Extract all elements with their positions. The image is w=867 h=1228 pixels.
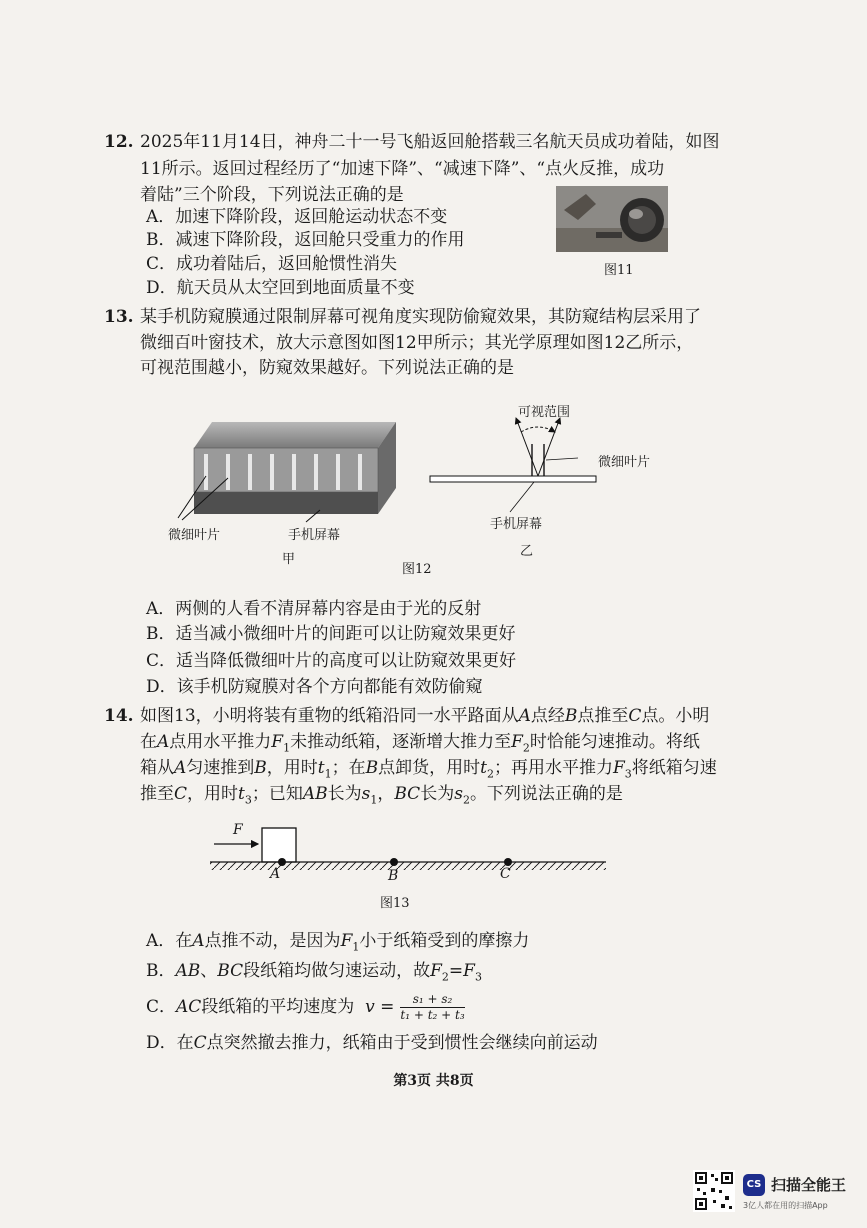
q14-line-4: 推至C，用时$t_3$；已知AB长为$s_1$，BC长为$s_2$。下列说法正确的是 (140, 784, 623, 807)
figure-12-label-screen-left: 手机屏幕 (288, 528, 341, 543)
figure-13-label-a: A (270, 866, 281, 882)
q12-number: 12. (104, 132, 134, 152)
qr-code-icon (693, 1170, 735, 1212)
q14-option-b: B．AB、BC段纸箱均做匀速运动，故$F_2=F_3$ (146, 961, 482, 984)
figure-12-label-yi: 乙 (520, 544, 534, 559)
q14-option-d: D．在C点突然撤去推力，纸箱由于受到惯性会继续向前运动 (146, 1033, 598, 1053)
figure-12-label-blade-right: 微细叶片 (598, 455, 651, 470)
q13-line-3: 可视范围越小，防窥效果越好。下列说法正确的是 (140, 358, 514, 378)
q13-option-c: C．适当降低微细叶片的高度可以让防窥效果更好 (146, 651, 517, 671)
figure-11-photo (556, 186, 668, 252)
q12-option-b: B．减速下降阶段，返回舱只受重力的作用 (146, 230, 465, 250)
scanner-brand-name: 扫描全能王 (771, 1176, 847, 1194)
q14-line-1: 如图13，小明将装有重物的纸箱沿同一水平路面从A点经B点推至C点。小明 (140, 706, 710, 726)
figure-12-label-screen-right: 手机屏幕 (490, 517, 543, 532)
scanner-brand-tagline: 3亿人都在用的扫描App (743, 1201, 828, 1210)
figure-13-label-force: F (233, 822, 243, 838)
q14-line-3: 箱从A匀速推到B，用时$t_1$；在B点卸货，用时$t_2$；再用水平推力$F_3$将纸箱匀速 (140, 758, 717, 781)
figure-13-diagram (206, 820, 610, 888)
q12-line-2: 11所示。返回过程经历了“加速下降”、“减速下降”、“点火反推，成功 (140, 159, 665, 179)
q13-option-a: A．两侧的人看不清屏幕内容是由于光的反射 (146, 599, 482, 619)
q12-option-d: D．航天员从太空回到地面质量不变 (146, 278, 415, 298)
page-footer: 第3页 共8页 (393, 1073, 474, 1089)
q14-option-a: A．在A点推不动，是因为$F_1$小于纸箱受到的摩擦力 (146, 931, 530, 954)
q13-number: 13. (104, 307, 134, 327)
figure-13-label-b: B (388, 868, 399, 884)
q13-option-d: D．该手机防窥膜对各个方向都能有效防偷窥 (146, 677, 483, 697)
q14-number: 14. (104, 706, 134, 726)
q12-line-1: 2025年11月14日，神舟二十一号飞船返回舱搭载三名航天员成功着陆，如图 (140, 132, 720, 152)
q14-option-c-formula: $\frac{\text{s₁ + s₂}}{\text{t₁ + t₂ + t₃}}$ (400, 992, 465, 1022)
q12-option-a: A．加速下降阶段，返回舱运动状态不变 (146, 207, 448, 227)
scanner-watermark (693, 1170, 853, 1216)
q12-line-3: 着陆”三个阶段，下列说法正确的是 (140, 185, 404, 205)
figure-12-caption: 图12 (402, 562, 432, 577)
q14-option-c: C．AC段纸箱的平均速度为 v = $\frac{\text{s₁ + s₂}}{\text{t₁ + t₂ + t₃}}$ (146, 992, 465, 1022)
figure-11-caption: 图11 (604, 263, 634, 278)
figure-12-label-blade-left: 微细叶片 (168, 528, 221, 543)
figure-12-label-jia: 甲 (282, 552, 296, 567)
q13-option-b: B．适当减小微细叶片的间距可以让防窥效果更好 (146, 624, 516, 644)
q12-option-c: C．成功着陆后，返回舱惯性消失 (146, 254, 398, 274)
figure-12-label-view-range: 可视范围 (518, 405, 571, 420)
figure-12-jia-diagram (160, 418, 420, 528)
figure-13-label-c: C (500, 866, 511, 882)
q14-line-2: 在A点用水平推力$F_1$未推动纸箱，逐渐增大推力至$F_2$时恰能匀速推动。将纸 (140, 732, 700, 755)
cs-logo-icon: CS (743, 1174, 765, 1196)
q13-line-1: 某手机防窥膜通过限制屏幕可视角度实现防偷窥效果，其防窥结构层采用了 (140, 307, 701, 327)
q13-line-2: 微细百叶窗技术，放大示意图如图12甲所示；其光学原理如图12乙所示， (140, 333, 694, 353)
figure-13-caption: 图13 (380, 896, 410, 911)
